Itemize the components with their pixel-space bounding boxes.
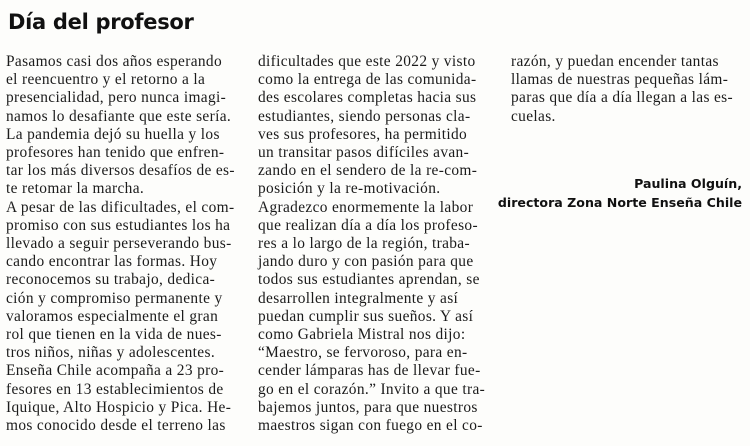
text-line: tar los más diversos desafíos de es- [6, 162, 235, 180]
text-line: paras que día a día llegan a las es- [511, 89, 733, 107]
author-name: Paulina Olguín, [634, 176, 742, 191]
text-line: mos conocido desde el terreno las [6, 417, 226, 435]
text-line: maestros sigan con fuego en el co- [258, 417, 483, 435]
article-title: Día del profesor [8, 10, 194, 34]
text-line: tros niños, niñas y adolescentes. [6, 344, 216, 362]
text-line: go en el corazón.” Invito a que tra- [258, 380, 486, 398]
text-line: dificultades que este 2022 y visto [258, 53, 476, 70]
text-line: des escolares completas hacia sus [258, 89, 477, 107]
text-line: “Maestro, se fervoroso, para en- [258, 344, 468, 362]
text-line: Pasamos casi dos años esperando [6, 53, 223, 70]
text-line: llamas de nuestras pequeñas lám- [511, 71, 729, 89]
article-column-2 [258, 53, 498, 435]
text-line: presencialidad, pero nunca imagi- [6, 89, 227, 107]
text-line: A pesar de las dificultades, el com- [6, 198, 235, 216]
text-line: puedan cumplir sus sueños. Y así [258, 307, 474, 325]
text-line: reconocemos su trabajo, dedica- [6, 271, 216, 289]
text-line: cando encontrar las formas. Hoy [6, 253, 218, 271]
text-line: ción y compromiso permanente y [6, 289, 223, 307]
text-line: valoramos especialmente el gran [6, 307, 219, 325]
text-line: Enseña Chile acompaña a 23 pro- [6, 362, 225, 380]
text-line: jando duro y con pasión para que [258, 253, 474, 271]
text-line: La pandemia dejó su huella y los [6, 125, 220, 143]
article-column-1 [6, 53, 244, 435]
text-line: promiso con sus estudiantes los ha [6, 216, 231, 234]
text-line: razón, y puedan encender tantas [511, 53, 719, 70]
text-line: res a lo largo de la región, traba- [258, 235, 470, 253]
text-line: Agradezco enormemente la labor [258, 198, 474, 216]
text-line: todos sus estudiantes aprendan, se [258, 271, 480, 289]
text-line: rol que tienen en la vida de nues- [6, 326, 222, 344]
text-line: bajemos juntos, para que nuestros [258, 398, 478, 416]
text-line: Iquique, Alto Hospicio y Pica. He- [6, 398, 232, 416]
text-line: como Gabriela Mistral nos dijo: [258, 326, 466, 344]
text-line: profesores han tenido que enfren- [6, 144, 225, 162]
text-line: fesores en 13 establecimientos de [6, 380, 224, 398]
text-line: namos lo desafiante que este sería. [6, 107, 232, 125]
text-line: que realizan día a día los profeso- [258, 216, 478, 234]
text-line: cuelas. [511, 107, 556, 125]
author-signature [498, 174, 742, 212]
author-role: directora Zona Norte Enseña Chile [497, 195, 742, 210]
text-line: como la entrega de las comunida- [258, 71, 477, 89]
text-line: zando en el sendero de la re-com- [258, 162, 478, 180]
text-line: ves sus profesores, ha permitido [258, 125, 468, 143]
text-line: posición y la re-motivación. [258, 180, 441, 198]
text-line: llevado a seguir perseverando bus- [6, 235, 232, 253]
text-line: desarrollen integralmente y así [258, 289, 459, 307]
text-line: te retomar la marcha. [6, 180, 145, 198]
article-column-3 [511, 53, 745, 126]
text-line: cender lámparas has de llevar fue- [258, 362, 481, 380]
text-line: estudiantes, siendo personas cla- [258, 107, 471, 125]
text-line: el reencuentro y el retorno a la [6, 71, 206, 89]
text-line: un transitar pasos difíciles avan- [258, 144, 470, 162]
